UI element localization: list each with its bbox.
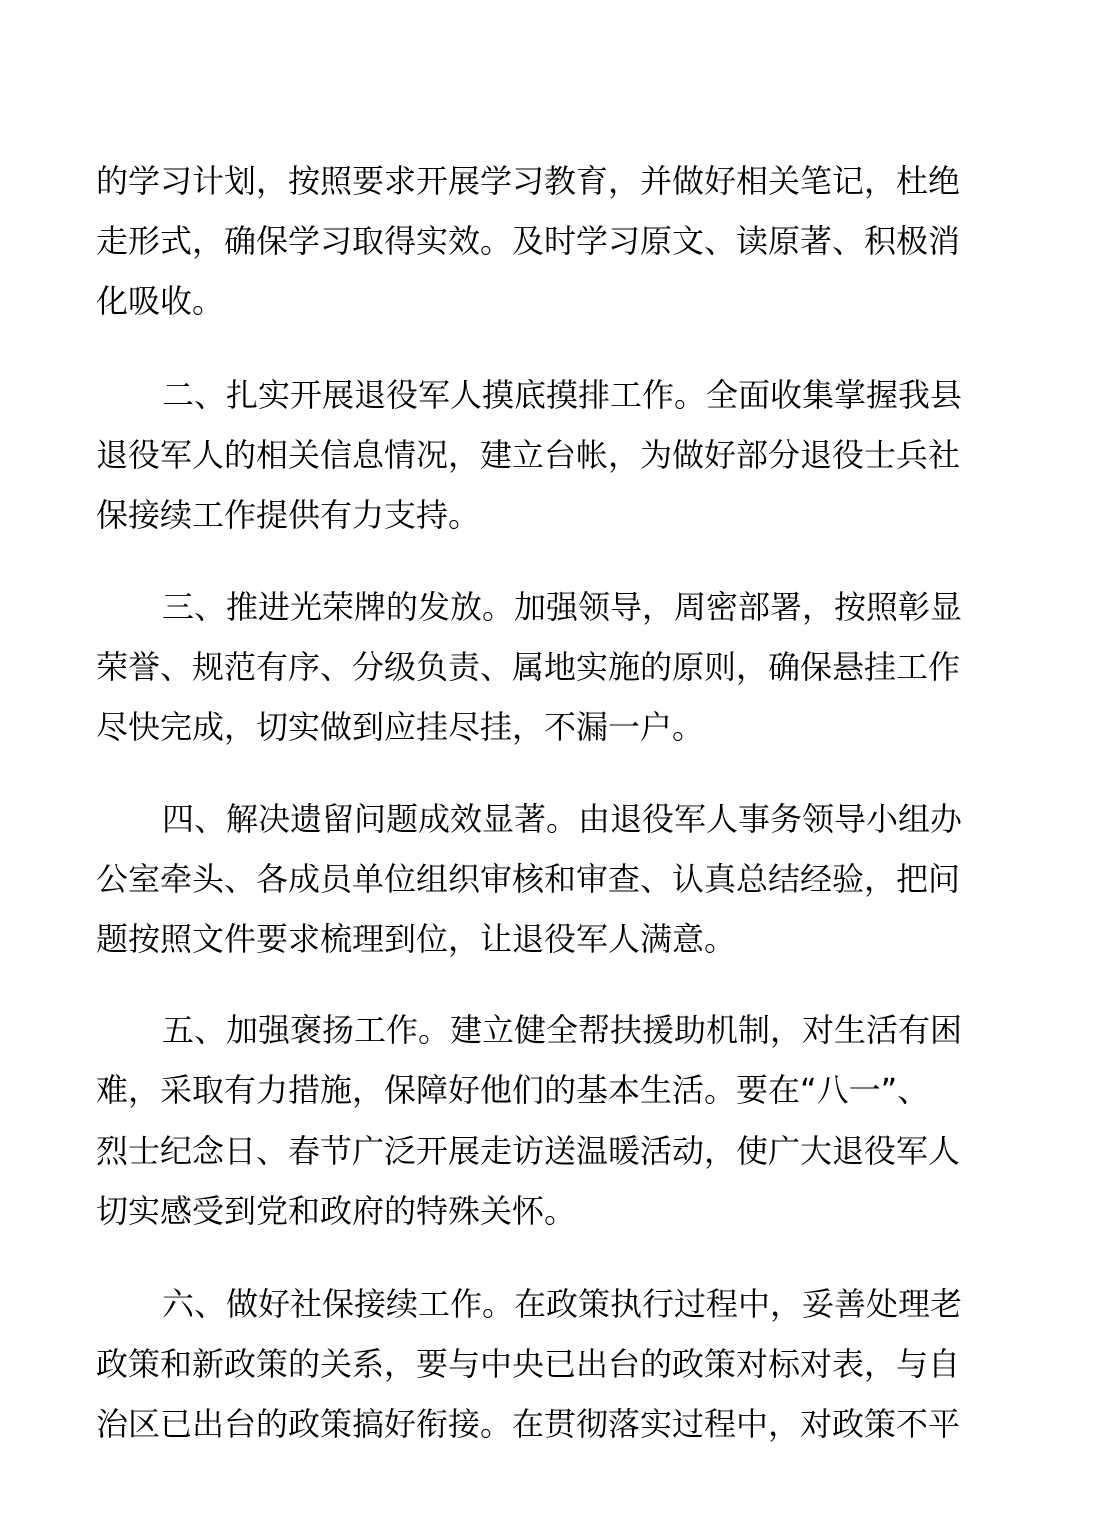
text-line: 走形式，确保学习取得实效。及时学习原文、读原著、积极消 [96,222,961,260]
text-line: 治区已出台的政策搞好衔接。在贯彻落实过程中，对政策不平 [96,1405,961,1443]
text-line: 保接续工作提供有力支持。 [96,496,481,534]
text-line: 退役军人的相关信息情况，建立台帐，为做好部分退役士兵社 [96,436,961,474]
text-line: 荣誉、规范有序、分级负责、属地实施的原则，确保悬挂工作 [96,648,961,686]
text-line: 化吸收。 [96,282,225,320]
text-line: 难，采取有力措施，保障好他们的基本生活。要在“八一”、 [96,1071,930,1109]
text-line: 的学习计划，按照要求开展学习教育，并做好相关笔记，杜绝 [96,162,961,200]
paragraph-first-line: 五、加强褒扬工作。建立健全帮扶援助机制，对生活有困 [162,1011,963,1049]
text-line: 切实感受到党和政府的特殊关怀。 [96,1192,577,1230]
text-line: 公室牵头、各成员单位组织审核和审查、认真总结经验，把问 [96,860,961,898]
paragraph-first-line: 四、解决遗留问题成效显著。由退役军人事务领导小组办 [162,800,963,838]
text-line: 政策和新政策的关系，要与中央已出台的政策对标对表，与自 [96,1345,961,1383]
paragraph-first-line: 六、做好社保接续工作。在政策执行过程中，妥善处理老 [162,1285,963,1323]
text-line: 题按照文件要求梳理到位，让退役军人满意。 [96,920,737,958]
text-line: 尽快完成，切实做到应挂尽挂，不漏一户。 [96,708,705,746]
paragraph-first-line: 二、扎实开展退役军人摸底摸排工作。全面收集掌握我县 [162,376,963,414]
text-line: 烈士纪念日、春节广泛开展走访送温暖活动，使广大退役军人 [96,1132,961,1170]
paragraph-first-line: 三、推进光荣牌的发放。加强领导，周密部署，按照彰显 [162,588,963,626]
